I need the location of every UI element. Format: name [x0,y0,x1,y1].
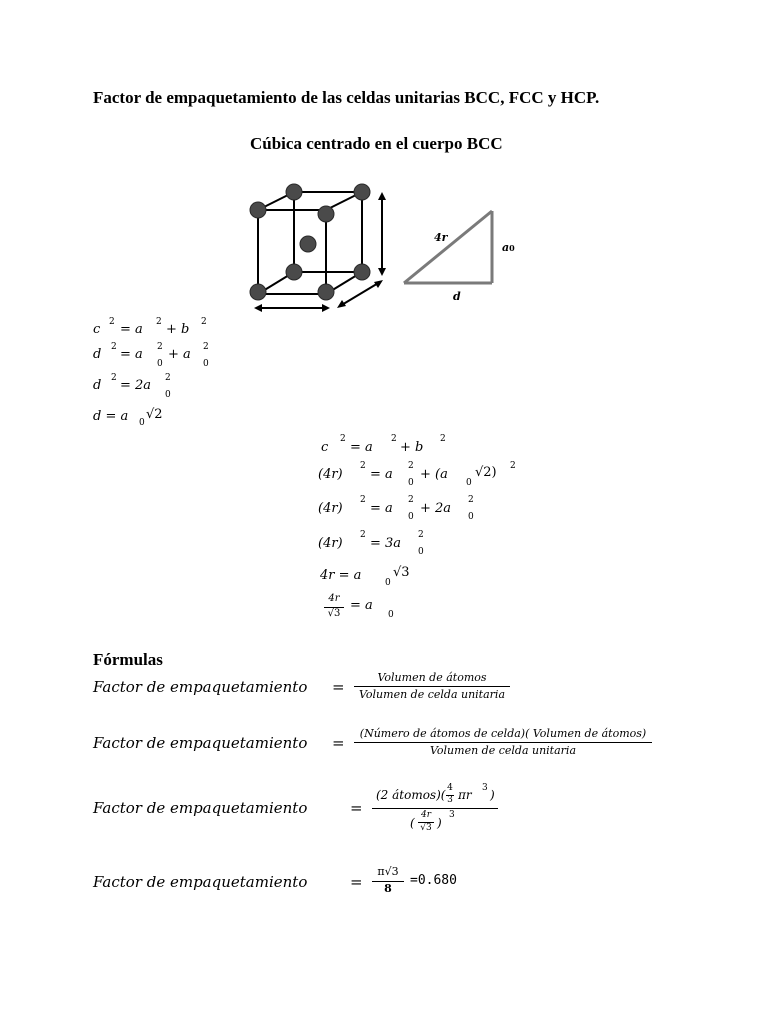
bcc-unit-cell-figure [240,176,400,316]
triangle-base-label: d [453,290,461,303]
section-subtitle: Cúbica centrado en el cuerpo BCC [250,134,503,153]
triangle-side-label: a0 [502,241,515,254]
formulas-heading: Fórmulas [93,650,163,669]
triangle-hypotenuse-label: 4r [434,231,448,244]
right-triangle-figure [400,205,500,287]
page-title: Factor de empaquetamiento de las celdas unitarias BCC, FCC y HCP. [93,88,600,107]
